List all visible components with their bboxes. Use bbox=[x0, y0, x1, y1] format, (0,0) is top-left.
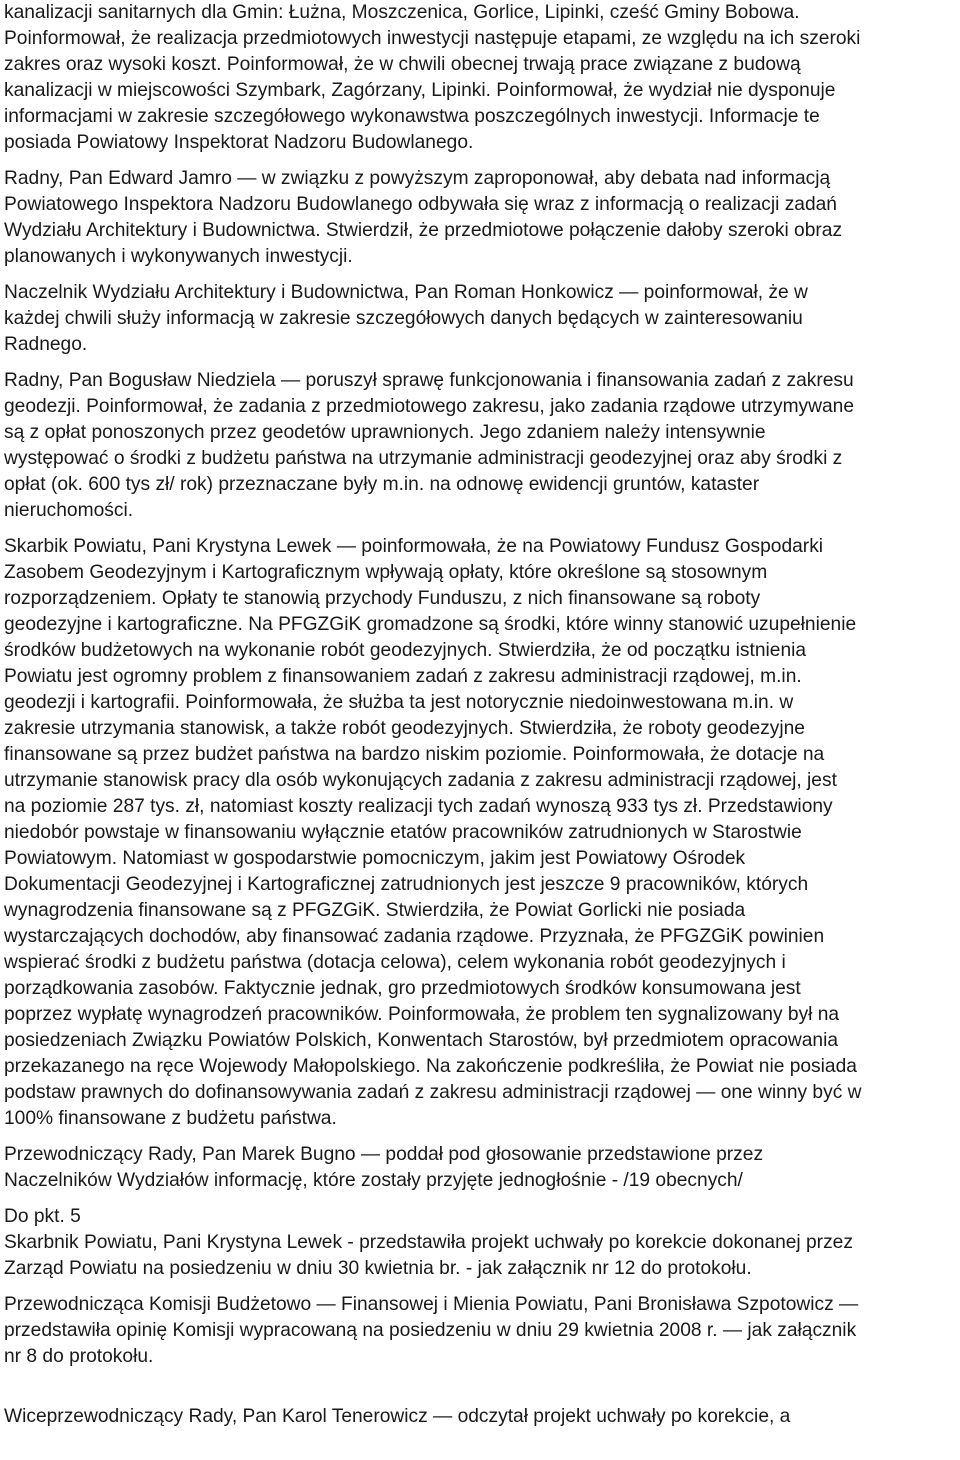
paragraph-roman-honkowicz: Naczelnik Wydziału Architektury i Budownictwa, Pan Roman Honkowicz — poinformował, że w każdej chwili służy informacją w zakresie szczegółowych danych będących w zainteresowaniu Radnego. bbox=[4, 282, 808, 355]
paragraph-sewerage-investments: kanalizacji sanitarnych dla Gmin: Łużna, Moszczenica, Gorlice, Lipinki, cześć Gminy Bobowa. Poinformował, że realizacja przedmiotowych inwestycji następuje etapami, ze względu na ich szeroki zakres oraz wysoki koszt. Poinformował, że w chwili obecnej trwają prace związane z budową kanalizacji w miejscowości Szymbark, Zagórzany, Lipinki. Poinformował, że wydział nie dysponuje informacjami w zakresie szczegółowego wykonawstwa poszczególnych inwestycji. Informacje te posiada Powiatowy Inspektorat Nadzoru Budowlanego. bbox=[4, 2, 861, 153]
paragraph-gap bbox=[4, 1132, 958, 1142]
paragraph-marek-bugno: Przewodniczący Rady, Pan Marek Bugno — poddał pod głosowanie przedstawione przez Naczelników Wydziałów informację, które zostały przyjęte jednogłośnie - /19 obecnych/ bbox=[4, 1144, 764, 1191]
paragraph-krystyna-lewek: Skarbik Powiatu, Pani Krystyna Lewek — poinformowała, że na Powiatowy Fundusz Gospodarki Zasobem Geodezyjnym i Kartograficznym wpływają opłaty, które określone są stosownym rozporządzeniem. Opłaty te stanowią przychody Funduszu, z nich finansowane są roboty geodezyjne i kartograficzne. Na PFGZGiK gromadzone są środki, które winny stanowić uzupełnienie środków budżetowych na wykonanie robót geodezyjnych. Stwierdziła, że od początku istnienia Powiatu jest ogromny problem z finansowaniem zadań z zakresu administracji rządowej, m.in. geodezji i kartografii. Poinformowała, że służba ta jest notorycznie niedoinwestowana m.in. w zakresie utrzymania stanowisk, a także robót geodezyjnych. Stwierdziła, że roboty geodezyjne finansowane są przez budżet państwa na bardzo niskim poziomie. Poinformowała, że dotacje na utrzymanie stanowisk pracy dla osób wykonujących zadania z zakresu administracji rządowej, jest na poziomie 287 tys. zł, natomiast koszty realizacji tych zadań wynoszą 933 tys zł. Przedstawiony niedobór powstaje w finansowaniu wyłącznie etatów pracowników zatrudnionych w Starostwie Powiatowym. Natomiast w gospodarstwie pomocniczym, jakim jest Powiatowy Ośrodek Dokumentacji Geodezyjnej i Kartograficznej zatrudnionych jest jeszcze 9 pracowników, których wynagrodzenia finansowane są z PFGZGiK. Stwierdziła, że Powiat Gorlicki nie posiada wystarczających dochodów, aby finansować zadania rządowe. Przyznała, że PFGZGiK powinien wspierać środki z budżetu państwa (dotacja celowa), celem wykonania robót geodezyjnych i porządkowania zasobów. Faktycznie jednak, gro przedmiotowych środków konsumowana jest poprzez wypłatę wynagrodzeń pracowników. Poinformowała, że problem ten sygnalizowany był na posiedzeniach Związku Powiatów Polskich, Konwentach Starostów, był przedmiotem opracowania przekazanego na ręce Wojewody Małopolskiego. Na zakończenie podkreśliła, że Powiat nie posiada podstaw prawnych do dofinansowywania zadań z zakresu administracji rządowej — one winny być w 100% finansowane z budżetu państwa. bbox=[4, 536, 862, 1129]
paragraph-gap bbox=[4, 1194, 958, 1204]
paragraph-budget-committee: Przewodnicząca Komisji Budżetowo — Finansowej i Mienia Powiatu, Pani Bronisława Szpotowicz — przedstawiła opinię Komisji wypracowaną na posiedzeniu w dniu 29 kwietnia 2008 r. — jak załącznik nr 8 do protokołu. bbox=[4, 1294, 859, 1367]
paragraph-boguslaw-niedziela: Radny, Pan Bogusław Niedziela — poruszył sprawę funkcjonowania i finansowania zadań z zakresu geodezji. Poinformował, że zadania z przedmiotowego zakresu, jako zadania rządowe utrzymywane są z opłat ponoszonych przez geodetów uprawnionych. Jego zdaniem należy intensywnie występować o środki z budżetu państwa na utrzymanie administracji geodezyjnej oraz aby środki z opłat (ok. 600 tys zł/ rok) przeznaczane były m.in. na odnowę ewidencji gruntów, kataster nieruchomości. bbox=[4, 370, 855, 521]
paragraph-edward-jamro: Radny, Pan Edward Jamro — w związku z powyższym zaproponował, aby debata nad informacją Powiatowego Inspektora Nadzoru Budowlanego odbywała się wraz z informacją o realizacji zadań Wydziału Architektury i Budownictwa. Stwierdził, że przedmiotowe połączenie dałoby szeroki obraz planowanych i wykonywanych inwestycji. bbox=[4, 168, 843, 267]
paragraph-gap bbox=[4, 1370, 958, 1404]
paragraph-karol-tenerowicz: Wiceprzewodniczący Rady, Pan Karol Tenerowicz — odczytał projekt uchwały po korekcie, a bbox=[4, 1406, 791, 1427]
paragraph-gap bbox=[4, 358, 958, 368]
paragraph-gap bbox=[4, 270, 958, 280]
paragraph-gap bbox=[4, 1282, 958, 1292]
paragraph-gap bbox=[4, 524, 958, 534]
paragraph-gap bbox=[4, 156, 958, 166]
paragraph-point-5: Do pkt. 5 Skarbnik Powiatu, Pani Krystyna Lewek - przedstawiła projekt uchwały po korekcie dokonanej przez Zarząd Powiatu na posiedzeniu w dniu 30 kwietnia br. - jak załącznik nr 12 do protokołu. bbox=[4, 1206, 853, 1279]
